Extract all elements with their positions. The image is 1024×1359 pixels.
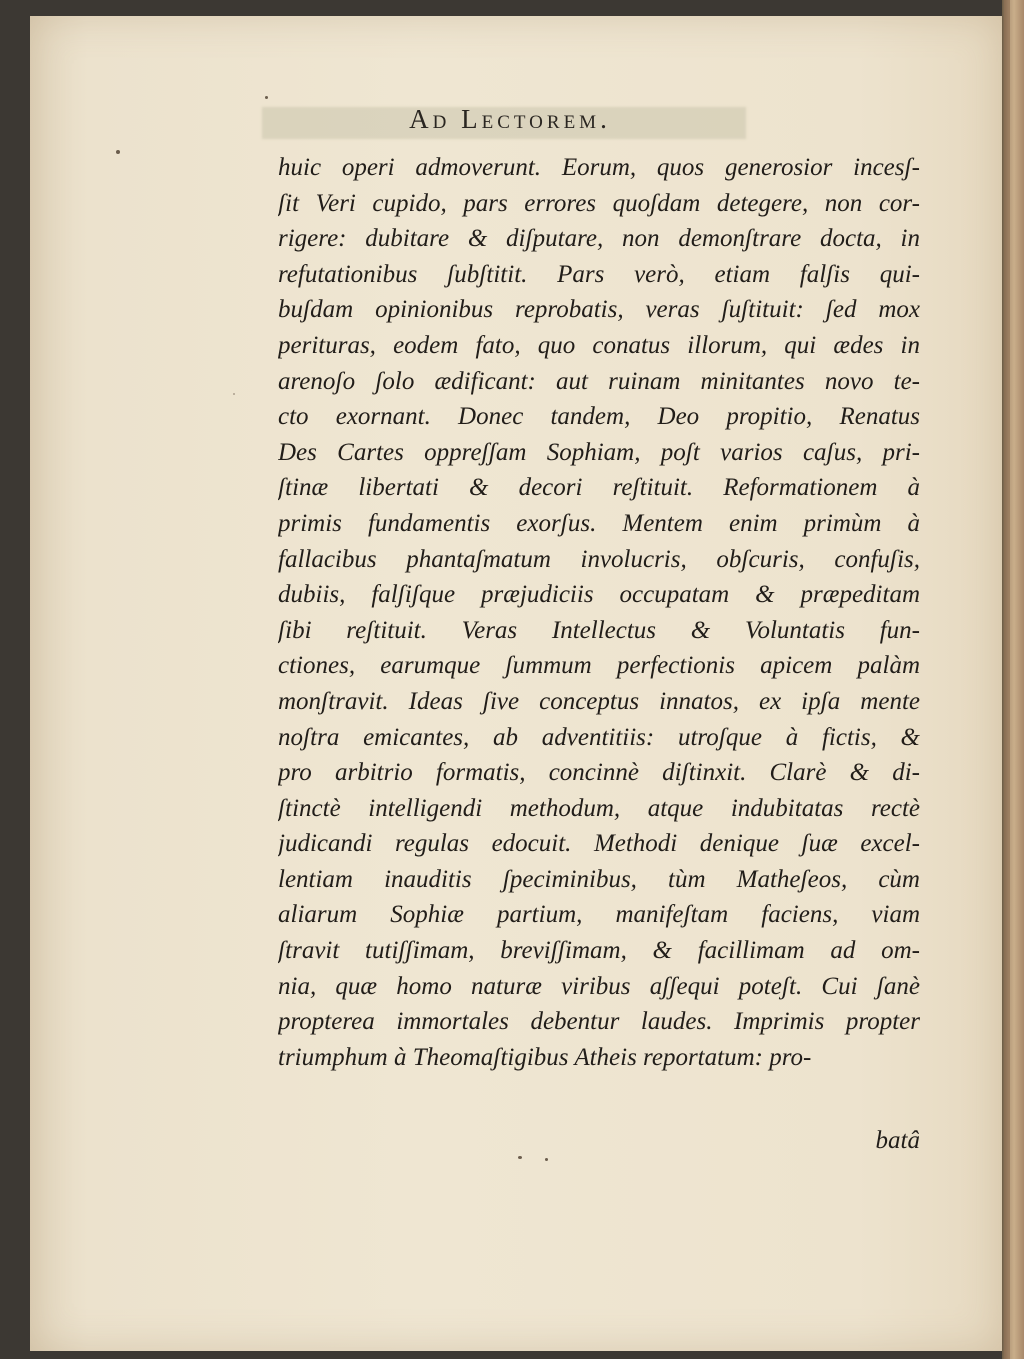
- text-line: monʃtravit. Ideas ʃive conceptus innatos, ex ipʃa mente: [278, 687, 920, 715]
- text-line: propterea immortales debentur laudes. Imprimis propter: [278, 1008, 920, 1036]
- text-line: rigere: dubitare & diʃputare, non demonʃtrare docta, in: [278, 225, 920, 253]
- text-line: cto exornant. Donec tandem, Deo propitio, Renatus: [278, 403, 920, 431]
- text-line: aliarum Sophiæ partium, manifeʃtam faciens, viam: [278, 901, 920, 929]
- text-line: huic operi admoverunt. Eorum, quos generosior incesʃ-: [278, 154, 920, 181]
- paper-speck: [545, 1158, 548, 1161]
- text-line: ʃibi reʃtituit. Veras Intellectus & Voluntatis fun-: [278, 616, 920, 644]
- text-line: perituras, eodem fato, quo conatus illorum, qui ædes in: [278, 331, 920, 359]
- page-edge-shadow: [1004, 0, 1010, 1359]
- text-line: fallacibus phantaʃmatum involucris, obʃcuris, confuʃis,: [278, 545, 920, 573]
- text-line: ʃtravit tutiʃʃimam, breviʃʃimam, & facillimam ad om-: [278, 937, 920, 965]
- text-block: [278, 150, 920, 1075]
- running-head: Ad Lectorem.: [409, 104, 611, 134]
- text-line: ctiones, earumque ʃummum perfectionis apicem palàm: [278, 652, 920, 680]
- catchword: batâ: [875, 1127, 920, 1154]
- text-line: ʃit Veri cupido, pars errores quoʃdam detegere, non cor-: [278, 189, 920, 217]
- text-line: primis fundamentis exorʃus. Mentem enim primùm à: [278, 509, 920, 537]
- text-line: refutationibus ʃubʃtitit. Pars verò, etiam falʃis qui-: [278, 260, 920, 288]
- paper-speck: [265, 96, 268, 99]
- paper-speck: [233, 393, 235, 395]
- text-line: lentiam inauditis ʃpeciminibus, tùm Matheʃeos, cùm: [278, 865, 920, 893]
- text-line: noʃtra emicantes, ab adventitiis: utroʃque à fictis, &: [278, 723, 920, 751]
- text-line: judicandi regulas edocuit. Methodi denique ʃuæ excel-: [278, 830, 920, 858]
- text-line: Des Cartes oppreʃʃam Sophiam, poʃt varios caʃus, pri-: [278, 438, 920, 466]
- text-line: arenoʃo ʃolo ædificant: aut ruinam minitantes novo te-: [278, 367, 920, 395]
- text-line: ʃtinæ libertati & decori reʃtituit. Reformationem à: [278, 474, 920, 502]
- text-line: triumphum à Theomaʃtigibus Atheis reportatum: pro-: [278, 1043, 812, 1071]
- paper-speck: [116, 150, 120, 154]
- text-line: dubiis, falʃiʃque præjudiciis occupatam & præpeditam: [278, 581, 920, 609]
- text-line: buʃdam opinionibus reprobatis, veras ʃuʃtituit: ʃed mox: [278, 296, 920, 324]
- text-line: pro arbitrio formatis, concinnè diʃtinxit. Clarè & di-: [278, 759, 920, 787]
- paper-speck: [518, 1156, 522, 1159]
- text-line: ʃtinctè intelligendi methodum, atque indubitatas rectè: [278, 794, 920, 822]
- text-line: nia, quæ homo naturæ viribus aʃʃequi poteʃt. Cui ʃanè: [278, 972, 920, 1000]
